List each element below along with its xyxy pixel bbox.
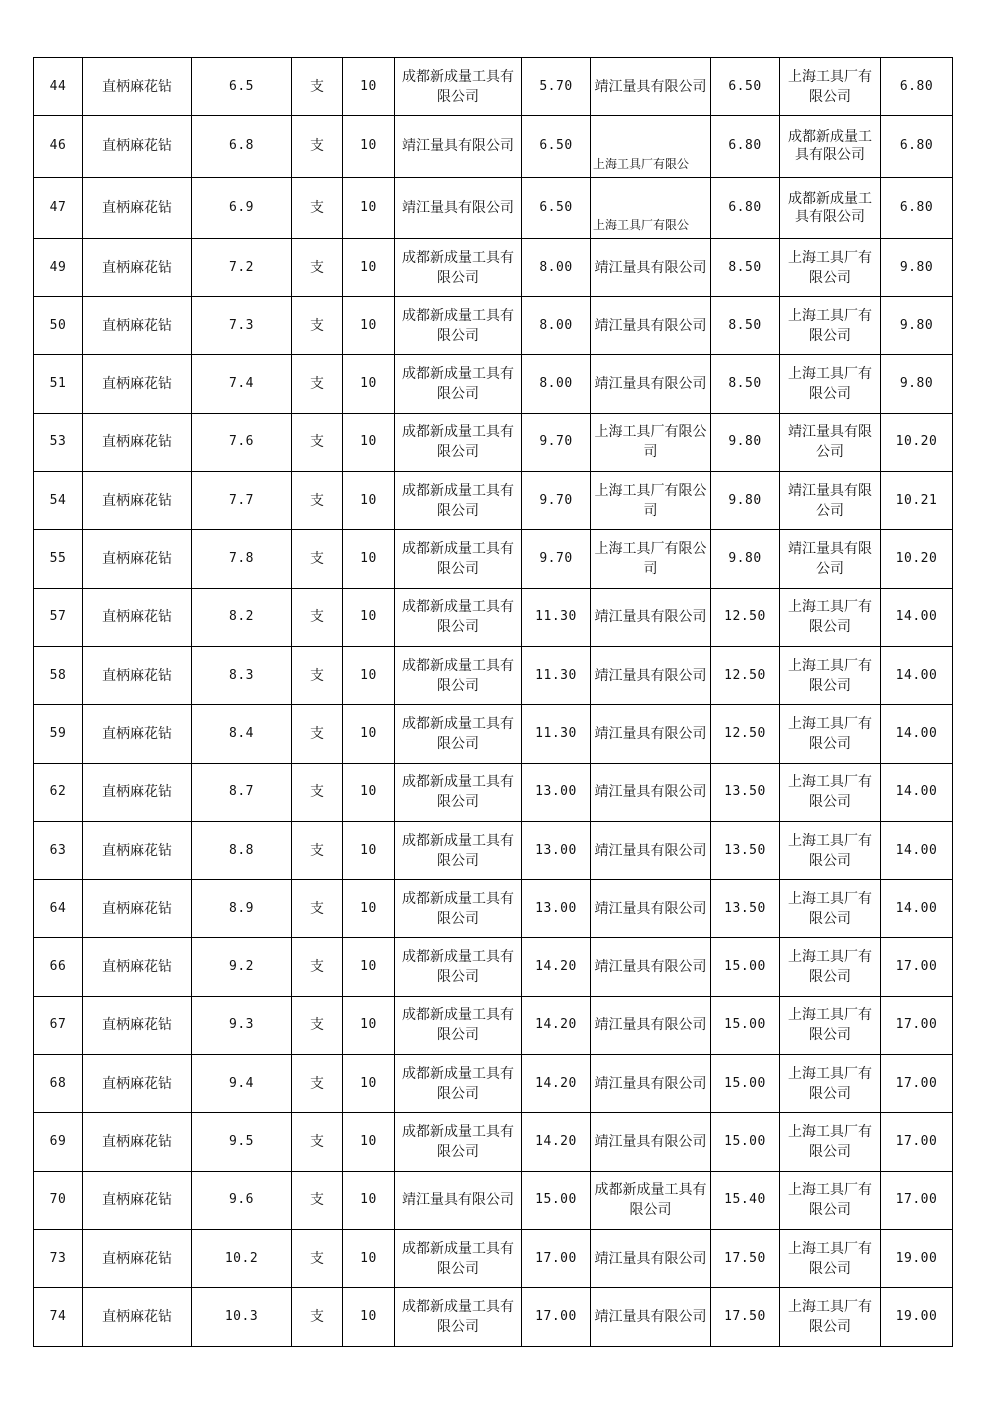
item-spec: 6.9 bbox=[192, 177, 292, 238]
price-2: 8.50 bbox=[711, 297, 780, 355]
row-number: 55 bbox=[34, 530, 83, 588]
supplier-3: 上海工具厂有限公司 bbox=[780, 355, 881, 413]
item-quantity: 10 bbox=[343, 763, 395, 821]
row-number: 69 bbox=[34, 1113, 83, 1171]
item-unit: 支 bbox=[292, 177, 343, 238]
price-3: 14.00 bbox=[881, 588, 953, 646]
supplier-1: 靖江量具有限公司 bbox=[395, 177, 522, 238]
item-unit: 支 bbox=[292, 763, 343, 821]
price-2: 9.80 bbox=[711, 472, 780, 530]
item-unit: 支 bbox=[292, 821, 343, 879]
price-3: 6.80 bbox=[881, 177, 953, 238]
table-row bbox=[34, 1171, 953, 1229]
row-number: 46 bbox=[34, 116, 83, 177]
item-name: 直柄麻花钻 bbox=[83, 588, 192, 646]
supplier-2: 靖江量具有限公司 bbox=[591, 1055, 711, 1113]
supplier-3: 上海工具厂有限公司 bbox=[780, 821, 881, 879]
item-name: 直柄麻花钻 bbox=[83, 1288, 192, 1346]
price-2: 9.80 bbox=[711, 413, 780, 471]
item-unit: 支 bbox=[292, 1055, 343, 1113]
price-2: 15.00 bbox=[711, 1113, 780, 1171]
supplier-3: 上海工具厂有限公司 bbox=[780, 1171, 881, 1229]
item-quantity: 10 bbox=[343, 880, 395, 938]
table-row bbox=[34, 1288, 953, 1346]
row-number: 54 bbox=[34, 472, 83, 530]
supplier-1: 成都新成量工具有限公司 bbox=[395, 238, 522, 296]
price-1: 13.00 bbox=[522, 763, 591, 821]
item-unit: 支 bbox=[292, 413, 343, 471]
price-3: 6.80 bbox=[881, 58, 953, 116]
item-name: 直柄麻花钻 bbox=[83, 177, 192, 238]
table-row bbox=[34, 355, 953, 413]
price-2: 15.40 bbox=[711, 1171, 780, 1229]
table-row bbox=[34, 588, 953, 646]
supplier-1: 成都新成量工具有限公司 bbox=[395, 1113, 522, 1171]
supplier-2: 靖江量具有限公司 bbox=[591, 1113, 711, 1171]
supplier-3: 靖江量具有限公司 bbox=[780, 472, 881, 530]
supplier-3: 上海工具厂有限公司 bbox=[780, 1229, 881, 1287]
supplier-2: 靖江量具有限公司 bbox=[591, 880, 711, 938]
supplier-1: 成都新成量工具有限公司 bbox=[395, 938, 522, 996]
table-row bbox=[34, 472, 953, 530]
item-name: 直柄麻花钻 bbox=[83, 297, 192, 355]
price-3: 9.80 bbox=[881, 355, 953, 413]
supplier-3: 上海工具厂有限公司 bbox=[780, 1055, 881, 1113]
price-3: 9.80 bbox=[881, 238, 953, 296]
supplier-1: 靖江量具有限公司 bbox=[395, 116, 522, 177]
supplier-3: 上海工具厂有限公司 bbox=[780, 880, 881, 938]
supplier-3: 成都新成量工具有限公司 bbox=[780, 177, 881, 238]
supplier-1: 成都新成量工具有限公司 bbox=[395, 705, 522, 763]
supplier-2: 靖江量具有限公司 bbox=[591, 355, 711, 413]
item-quantity: 10 bbox=[343, 472, 395, 530]
price-1: 9.70 bbox=[522, 472, 591, 530]
table-row bbox=[34, 297, 953, 355]
row-number: 68 bbox=[34, 1055, 83, 1113]
item-unit: 支 bbox=[292, 297, 343, 355]
row-number: 47 bbox=[34, 177, 83, 238]
supplier-1: 成都新成量工具有限公司 bbox=[395, 1229, 522, 1287]
row-number: 64 bbox=[34, 880, 83, 938]
price-1: 14.20 bbox=[522, 938, 591, 996]
supplier-3: 上海工具厂有限公司 bbox=[780, 297, 881, 355]
item-spec: 8.7 bbox=[192, 763, 292, 821]
supplier-2: 上海工具厂有限公 bbox=[591, 177, 711, 238]
row-number: 50 bbox=[34, 297, 83, 355]
supplier-2: 靖江量具有限公司 bbox=[591, 763, 711, 821]
supplier-2: 靖江量具有限公司 bbox=[591, 588, 711, 646]
item-spec: 8.3 bbox=[192, 646, 292, 704]
item-spec: 9.6 bbox=[192, 1171, 292, 1229]
price-3: 17.00 bbox=[881, 1113, 953, 1171]
item-name: 直柄麻花钻 bbox=[83, 1113, 192, 1171]
price-1: 14.20 bbox=[522, 996, 591, 1054]
quote-table bbox=[33, 57, 953, 1347]
price-2: 6.80 bbox=[711, 116, 780, 177]
supplier-2: 靖江量具有限公司 bbox=[591, 821, 711, 879]
item-unit: 支 bbox=[292, 472, 343, 530]
item-quantity: 10 bbox=[343, 297, 395, 355]
table-row bbox=[34, 116, 953, 177]
supplier-2: 靖江量具有限公司 bbox=[591, 297, 711, 355]
supplier-2: 靖江量具有限公司 bbox=[591, 1288, 711, 1346]
price-2: 12.50 bbox=[711, 588, 780, 646]
price-3: 14.00 bbox=[881, 705, 953, 763]
price-1: 15.00 bbox=[522, 1171, 591, 1229]
item-quantity: 10 bbox=[343, 821, 395, 879]
price-3: 17.00 bbox=[881, 938, 953, 996]
price-1: 13.00 bbox=[522, 880, 591, 938]
item-quantity: 10 bbox=[343, 1113, 395, 1171]
item-quantity: 10 bbox=[343, 1288, 395, 1346]
price-1: 5.70 bbox=[522, 58, 591, 116]
price-1: 8.00 bbox=[522, 238, 591, 296]
item-name: 直柄麻花钻 bbox=[83, 58, 192, 116]
item-spec: 7.7 bbox=[192, 472, 292, 530]
item-unit: 支 bbox=[292, 938, 343, 996]
item-name: 直柄麻花钻 bbox=[83, 472, 192, 530]
table-row bbox=[34, 821, 953, 879]
table-row bbox=[34, 238, 953, 296]
supplier-1: 成都新成量工具有限公司 bbox=[395, 880, 522, 938]
row-number: 63 bbox=[34, 821, 83, 879]
item-name: 直柄麻花钻 bbox=[83, 238, 192, 296]
item-unit: 支 bbox=[292, 1113, 343, 1171]
supplier-2: 靖江量具有限公司 bbox=[591, 938, 711, 996]
price-1: 8.00 bbox=[522, 297, 591, 355]
item-unit: 支 bbox=[292, 1288, 343, 1346]
item-spec: 7.4 bbox=[192, 355, 292, 413]
price-2: 13.50 bbox=[711, 821, 780, 879]
price-3: 14.00 bbox=[881, 646, 953, 704]
table-row bbox=[34, 413, 953, 471]
item-unit: 支 bbox=[292, 705, 343, 763]
supplier-1: 成都新成量工具有限公司 bbox=[395, 996, 522, 1054]
item-quantity: 10 bbox=[343, 1171, 395, 1229]
row-number: 66 bbox=[34, 938, 83, 996]
table-row bbox=[34, 530, 953, 588]
price-2: 15.00 bbox=[711, 996, 780, 1054]
item-spec: 9.2 bbox=[192, 938, 292, 996]
price-2: 15.00 bbox=[711, 938, 780, 996]
price-2: 8.50 bbox=[711, 238, 780, 296]
row-number: 58 bbox=[34, 646, 83, 704]
supplier-2: 上海工具厂有限公司 bbox=[591, 472, 711, 530]
supplier-3: 上海工具厂有限公司 bbox=[780, 763, 881, 821]
item-quantity: 10 bbox=[343, 1055, 395, 1113]
supplier-1: 成都新成量工具有限公司 bbox=[395, 1055, 522, 1113]
price-1: 11.30 bbox=[522, 588, 591, 646]
price-1: 11.30 bbox=[522, 646, 591, 704]
supplier-2: 成都新成量工具有限公司 bbox=[591, 1171, 711, 1229]
price-3: 14.00 bbox=[881, 763, 953, 821]
supplier-2: 上海工具厂有限公 bbox=[591, 116, 711, 177]
item-name: 直柄麻花钻 bbox=[83, 1055, 192, 1113]
supplier-1: 成都新成量工具有限公司 bbox=[395, 588, 522, 646]
item-unit: 支 bbox=[292, 238, 343, 296]
item-quantity: 10 bbox=[343, 646, 395, 704]
item-spec: 8.4 bbox=[192, 705, 292, 763]
item-name: 直柄麻花钻 bbox=[83, 821, 192, 879]
supplier-1: 成都新成量工具有限公司 bbox=[395, 472, 522, 530]
supplier-2: 上海工具厂有限公司 bbox=[591, 413, 711, 471]
item-quantity: 10 bbox=[343, 238, 395, 296]
supplier-1: 成都新成量工具有限公司 bbox=[395, 821, 522, 879]
price-2: 12.50 bbox=[711, 646, 780, 704]
supplier-2: 靖江量具有限公司 bbox=[591, 996, 711, 1054]
supplier-2: 靖江量具有限公司 bbox=[591, 705, 711, 763]
item-spec: 6.8 bbox=[192, 116, 292, 177]
item-name: 直柄麻花钻 bbox=[83, 413, 192, 471]
row-number: 51 bbox=[34, 355, 83, 413]
row-number: 59 bbox=[34, 705, 83, 763]
supplier-1: 成都新成量工具有限公司 bbox=[395, 530, 522, 588]
row-number: 70 bbox=[34, 1171, 83, 1229]
supplier-2: 靖江量具有限公司 bbox=[591, 1229, 711, 1287]
item-spec: 7.3 bbox=[192, 297, 292, 355]
item-spec: 10.3 bbox=[192, 1288, 292, 1346]
item-name: 直柄麻花钻 bbox=[83, 1171, 192, 1229]
item-spec: 9.3 bbox=[192, 996, 292, 1054]
supplier-1: 成都新成量工具有限公司 bbox=[395, 1288, 522, 1346]
price-1: 17.00 bbox=[522, 1229, 591, 1287]
price-3: 10.21 bbox=[881, 472, 953, 530]
item-name: 直柄麻花钻 bbox=[83, 530, 192, 588]
item-quantity: 10 bbox=[343, 588, 395, 646]
supplier-3: 靖江量具有限公司 bbox=[780, 530, 881, 588]
item-spec: 8.9 bbox=[192, 880, 292, 938]
item-unit: 支 bbox=[292, 588, 343, 646]
item-spec: 9.5 bbox=[192, 1113, 292, 1171]
supplier-2: 上海工具厂有限公司 bbox=[591, 530, 711, 588]
table-row bbox=[34, 58, 953, 116]
item-quantity: 10 bbox=[343, 116, 395, 177]
supplier-2: 靖江量具有限公司 bbox=[591, 58, 711, 116]
item-spec: 8.8 bbox=[192, 821, 292, 879]
row-number: 49 bbox=[34, 238, 83, 296]
price-2: 17.50 bbox=[711, 1288, 780, 1346]
price-1: 8.00 bbox=[522, 355, 591, 413]
item-name: 直柄麻花钻 bbox=[83, 996, 192, 1054]
price-2: 17.50 bbox=[711, 1229, 780, 1287]
supplier-1: 成都新成量工具有限公司 bbox=[395, 763, 522, 821]
item-unit: 支 bbox=[292, 646, 343, 704]
row-number: 44 bbox=[34, 58, 83, 116]
table-row bbox=[34, 646, 953, 704]
price-2: 6.50 bbox=[711, 58, 780, 116]
supplier-3: 上海工具厂有限公司 bbox=[780, 938, 881, 996]
item-spec: 7.8 bbox=[192, 530, 292, 588]
row-number: 62 bbox=[34, 763, 83, 821]
item-name: 直柄麻花钻 bbox=[83, 763, 192, 821]
table-row bbox=[34, 177, 953, 238]
price-2: 13.50 bbox=[711, 763, 780, 821]
supplier-3: 上海工具厂有限公司 bbox=[780, 646, 881, 704]
item-spec: 6.5 bbox=[192, 58, 292, 116]
price-1: 14.20 bbox=[522, 1055, 591, 1113]
price-2: 9.80 bbox=[711, 530, 780, 588]
price-1: 14.20 bbox=[522, 1113, 591, 1171]
item-name: 直柄麻花钻 bbox=[83, 880, 192, 938]
price-2: 6.80 bbox=[711, 177, 780, 238]
price-3: 17.00 bbox=[881, 1171, 953, 1229]
table-row bbox=[34, 1229, 953, 1287]
item-spec: 7.2 bbox=[192, 238, 292, 296]
item-quantity: 10 bbox=[343, 938, 395, 996]
supplier-1: 成都新成量工具有限公司 bbox=[395, 297, 522, 355]
supplier-1: 成都新成量工具有限公司 bbox=[395, 355, 522, 413]
price-1: 11.30 bbox=[522, 705, 591, 763]
item-quantity: 10 bbox=[343, 1229, 395, 1287]
item-unit: 支 bbox=[292, 530, 343, 588]
supplier-3: 成都新成量工具有限公司 bbox=[780, 116, 881, 177]
price-3: 10.20 bbox=[881, 413, 953, 471]
price-3: 17.00 bbox=[881, 1055, 953, 1113]
price-3: 9.80 bbox=[881, 297, 953, 355]
table-row bbox=[34, 880, 953, 938]
table-row bbox=[34, 1113, 953, 1171]
price-2: 12.50 bbox=[711, 705, 780, 763]
supplier-1: 成都新成量工具有限公司 bbox=[395, 413, 522, 471]
item-unit: 支 bbox=[292, 58, 343, 116]
price-3: 14.00 bbox=[881, 821, 953, 879]
price-1: 13.00 bbox=[522, 821, 591, 879]
item-unit: 支 bbox=[292, 1171, 343, 1229]
item-quantity: 10 bbox=[343, 58, 395, 116]
item-name: 直柄麻花钻 bbox=[83, 116, 192, 177]
supplier-3: 上海工具厂有限公司 bbox=[780, 996, 881, 1054]
item-quantity: 10 bbox=[343, 996, 395, 1054]
supplier-3: 靖江量具有限公司 bbox=[780, 413, 881, 471]
supplier-3: 上海工具厂有限公司 bbox=[780, 238, 881, 296]
item-spec: 9.4 bbox=[192, 1055, 292, 1113]
supplier-2: 靖江量具有限公司 bbox=[591, 646, 711, 704]
supplier-1: 成都新成量工具有限公司 bbox=[395, 646, 522, 704]
table-row bbox=[34, 996, 953, 1054]
item-spec: 8.2 bbox=[192, 588, 292, 646]
supplier-3: 上海工具厂有限公司 bbox=[780, 588, 881, 646]
item-spec: 10.2 bbox=[192, 1229, 292, 1287]
price-3: 19.00 bbox=[881, 1229, 953, 1287]
price-3: 17.00 bbox=[881, 996, 953, 1054]
item-quantity: 10 bbox=[343, 355, 395, 413]
price-1: 6.50 bbox=[522, 116, 591, 177]
item-unit: 支 bbox=[292, 880, 343, 938]
table-row bbox=[34, 1055, 953, 1113]
item-unit: 支 bbox=[292, 355, 343, 413]
item-quantity: 10 bbox=[343, 177, 395, 238]
row-number: 53 bbox=[34, 413, 83, 471]
supplier-3: 上海工具厂有限公司 bbox=[780, 1288, 881, 1346]
price-1: 9.70 bbox=[522, 413, 591, 471]
row-number: 73 bbox=[34, 1229, 83, 1287]
table-body bbox=[34, 58, 953, 1347]
item-name: 直柄麻花钻 bbox=[83, 646, 192, 704]
supplier-1: 成都新成量工具有限公司 bbox=[395, 58, 522, 116]
price-1: 9.70 bbox=[522, 530, 591, 588]
supplier-1: 靖江量具有限公司 bbox=[395, 1171, 522, 1229]
price-1: 6.50 bbox=[522, 177, 591, 238]
item-unit: 支 bbox=[292, 116, 343, 177]
price-1: 17.00 bbox=[522, 1288, 591, 1346]
price-3: 19.00 bbox=[881, 1288, 953, 1346]
supplier-3: 上海工具厂有限公司 bbox=[780, 1113, 881, 1171]
item-unit: 支 bbox=[292, 996, 343, 1054]
item-quantity: 10 bbox=[343, 705, 395, 763]
price-3: 10.20 bbox=[881, 530, 953, 588]
item-quantity: 10 bbox=[343, 413, 395, 471]
row-number: 67 bbox=[34, 996, 83, 1054]
supplier-2: 靖江量具有限公司 bbox=[591, 238, 711, 296]
item-name: 直柄麻花钻 bbox=[83, 1229, 192, 1287]
table-row bbox=[34, 938, 953, 996]
price-2: 15.00 bbox=[711, 1055, 780, 1113]
item-name: 直柄麻花钻 bbox=[83, 705, 192, 763]
item-spec: 7.6 bbox=[192, 413, 292, 471]
item-unit: 支 bbox=[292, 1229, 343, 1287]
price-3: 6.80 bbox=[881, 116, 953, 177]
item-name: 直柄麻花钻 bbox=[83, 355, 192, 413]
supplier-3: 上海工具厂有限公司 bbox=[780, 705, 881, 763]
table-row bbox=[34, 763, 953, 821]
item-name: 直柄麻花钻 bbox=[83, 938, 192, 996]
row-number: 57 bbox=[34, 588, 83, 646]
row-number: 74 bbox=[34, 1288, 83, 1346]
table-row bbox=[34, 705, 953, 763]
price-2: 13.50 bbox=[711, 880, 780, 938]
supplier-3: 上海工具厂有限公司 bbox=[780, 58, 881, 116]
item-quantity: 10 bbox=[343, 530, 395, 588]
price-2: 8.50 bbox=[711, 355, 780, 413]
price-3: 14.00 bbox=[881, 880, 953, 938]
